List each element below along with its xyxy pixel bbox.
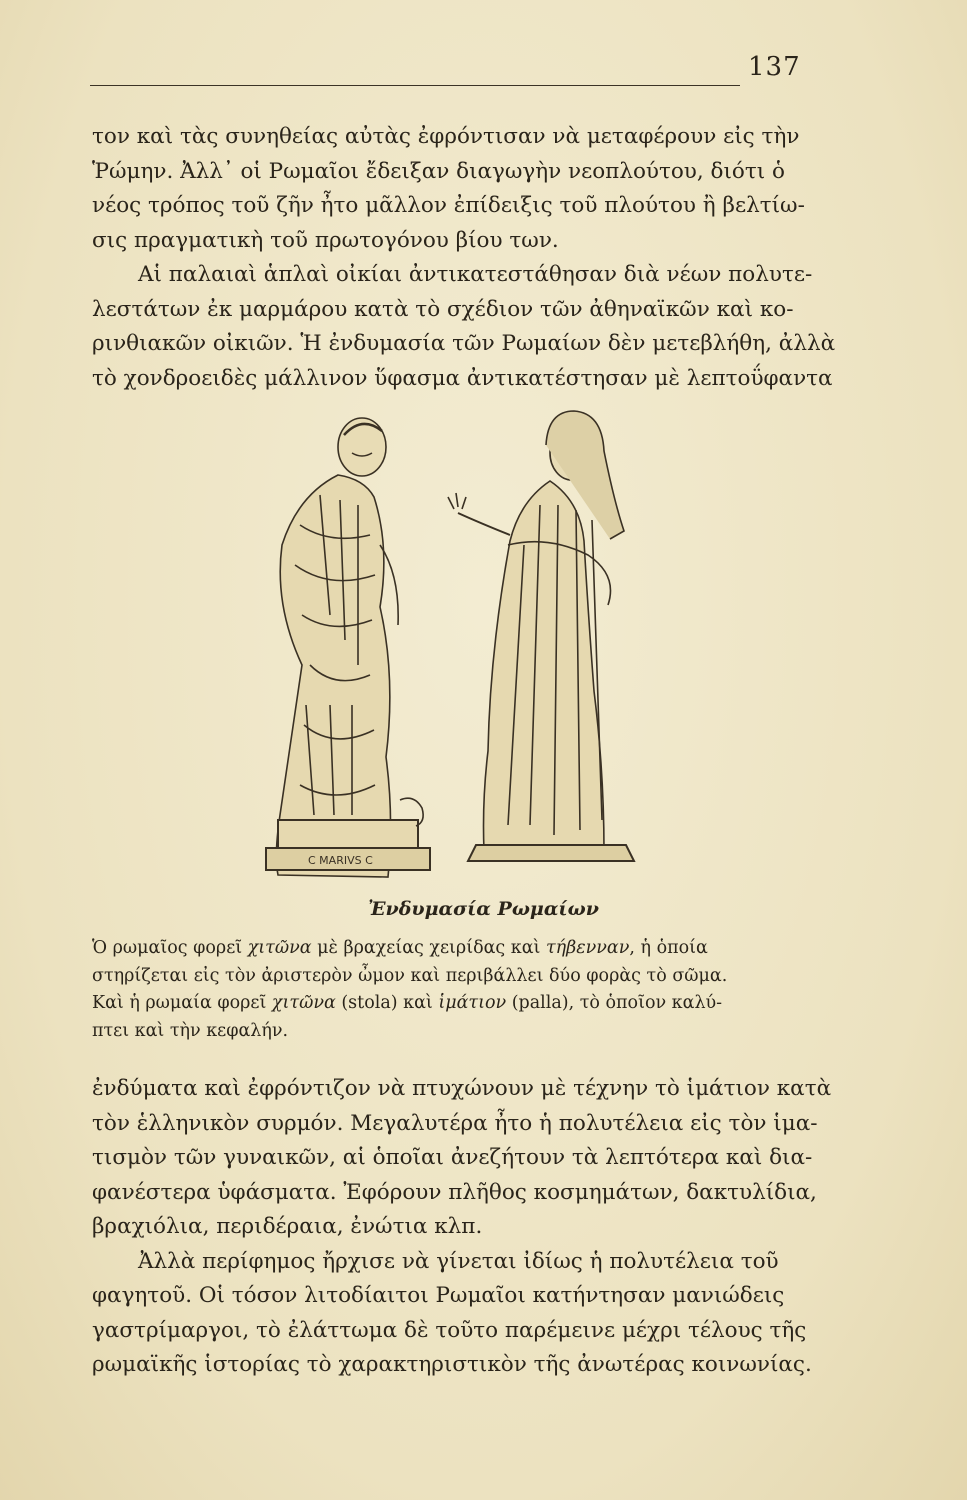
text-line: τὸ χονδροειδὲς μάλλινον ὕφασμα ἀντικατέστησαν μὲ λεπτοΰφαντα [92, 365, 833, 391]
note-term: ἱμάτιον [438, 993, 507, 1013]
note-line: στηρίζεται εἰς τὸν ἀριστερὸν ὦμον καὶ περιβάλλει δύο φορὰς τὸ σῶμα. [92, 965, 728, 986]
note-term: χιτῶνα [271, 993, 336, 1013]
note-text: Καὶ ἡ ρωμαία φορεῖ [92, 993, 272, 1013]
note-line: πτει καὶ τὴν κεφαλήν. [92, 1020, 289, 1041]
plinth-inscription: C MARIVS C [308, 854, 373, 867]
text-line: νέος τρόπος τοῦ ζῆν ἦτο μᾶλλον ἐπίδειξις τοῦ πλούτου ἢ βελτίω- [92, 193, 805, 218]
bottom-text-block [92, 1072, 842, 1383]
note-text: (palla), τὸ ὁποῖον καλύ- [506, 993, 723, 1013]
text-line: Αἱ παλαιαὶ ἁπλαὶ οἰκίαι ἀντικατεστάθησαν διὰ νέων πολυτε- [138, 262, 813, 287]
note-term: χιτῶνα [247, 938, 312, 958]
text-line: λεστάτων ἐκ μαρμάρου κατὰ τὸ σχέδιον τῶν ἀθηναϊκῶν καὶ κο- [92, 296, 794, 322]
note-term: τήβενναν [545, 938, 630, 958]
header-rule [90, 85, 740, 86]
note-text: , ἡ ὁποία [629, 938, 708, 958]
text-line: ἐνδύματα καὶ ἐφρόντιζον νὰ πτυχώνουν μὲ τέχνην τὸ ἱμάτιον κατὰ [92, 1076, 832, 1101]
note-text: μὲ βραχείας χειρίδας καὶ [311, 938, 546, 958]
text-line: ρινθιακῶν οἰκιῶν. Ἡ ἐνδυμασία τῶν Ρωμαίων δὲν μετεβλήθη, ἀλλὰ [92, 331, 836, 356]
text-line: σις πραγματικὴ τοῦ πρωτογόνου βίου των. [92, 227, 559, 253]
note-line [92, 990, 842, 1018]
figure-note [92, 935, 842, 1045]
text-line: τον καὶ τὰς συνηθείας αὐτὰς ἐφρόντισαν νὰ μεταφέρουν εἰς τὴν [92, 124, 800, 149]
text-line: τὸν ἑλληνικὸν συρμόν. Μεγαλυτέρα ἦτο ἡ πολυτέλεια εἰς τὸν ἱμα- [92, 1110, 818, 1136]
figure-caption: Ἐνδυμασία Ρωμαίων [368, 898, 599, 920]
text-line: γαστρίμαργοι, τὸ ἐλάττωμα δὲ τοῦτο παρέμεινε μέχρι τέλους τῆς [92, 1317, 807, 1343]
text-line: Ἀλλὰ περίφημος ἤρχισε νὰ γίνεται ἰδίως ἡ πολυτέλεια τοῦ [138, 1248, 779, 1274]
page-number: 137 [748, 52, 801, 82]
top-text-block [92, 120, 842, 396]
note-text: (stola) καὶ [335, 993, 439, 1013]
roman-dress-illustration [240, 405, 700, 895]
text-line: ρωμαϊκῆς ἱστορίας τὸ χαρακτηριστικὸν τῆς ἀνωτέρας κοινωνίας. [92, 1352, 812, 1377]
text-line: βραχιόλια, περιδέραια, ἐνώτια κλπ. [92, 1214, 483, 1239]
text-line: φανέστερα ὑφάσματα. Ἐφόρουν πλῆθος κοσμημάτων, δακτυλίδια, [92, 1179, 817, 1205]
text-line: φαγητοῦ. Οἱ τόσον λιτοδίαιτοι Ρωμαῖοι κατήντησαν μανιώδεις [92, 1283, 785, 1308]
roman-woman-statue [448, 411, 634, 861]
text-line: Ῥώμην. Ἀλλ᾽ οἱ Ρωμαῖοι ἔδειξαν διαγωγὴν νεοπλούτου, διότι ὁ [92, 158, 785, 184]
note-line [92, 935, 842, 963]
roman-man-statue [266, 418, 430, 877]
note-text: Ὁ ρωμαῖος φορεῖ [92, 938, 248, 958]
text-line: τισμὸν τῶν γυναικῶν, αἱ ὁποῖαι ἀνεζήτουν τὰ λεπτότερα καὶ δια- [92, 1145, 813, 1170]
